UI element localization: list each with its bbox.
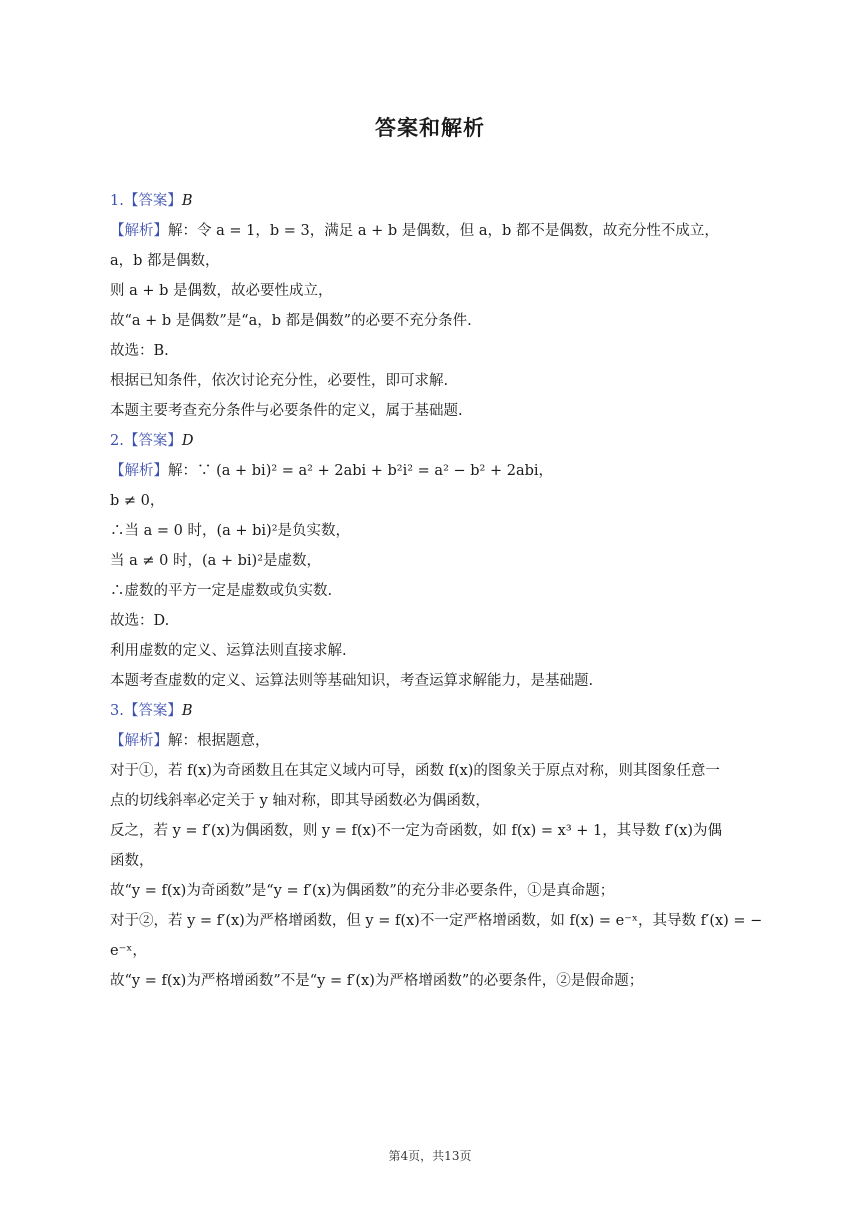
line-label: 3.【答案】	[110, 703, 182, 719]
line-text: 故“y = f(x)为严格增函数”不是“y = f′(x)为严格增函数”的必要条件，②是假命题；	[110, 973, 644, 989]
line-text: ∴虚数的平方一定是虚数或负实数.	[110, 583, 333, 599]
line-text: 则 a + b 是偶数，故必要性成立，	[110, 283, 333, 299]
line-label: 1.【答案】	[110, 193, 182, 209]
line-label: 【解析】	[110, 463, 168, 479]
line-label: 【解析】	[110, 733, 168, 749]
text-line	[110, 846, 750, 876]
text-line	[110, 786, 750, 816]
line-text: 当 a ≠ 0 时，(a + bi)²是虚数，	[110, 553, 322, 569]
text-line	[110, 246, 750, 276]
line-text: 点的切线斜率必定关于 y 轴对称，即其导函数必为偶函数，	[110, 793, 490, 809]
line-text: 对于①，若 f(x)为奇函数且在其定义域内可导，函数 f(x)的图象关于原点对称，则其图象任意一	[110, 763, 720, 779]
text-line	[110, 966, 750, 996]
text-line	[110, 906, 763, 936]
line-text: 故“a + b 是偶数”是“a，b 都是偶数”的必要不充分条件.	[110, 313, 472, 329]
line-text: 故选：B.	[110, 343, 169, 359]
page-title: 答案和解析	[375, 116, 485, 140]
line-text: ∴当 a = 0 时，(a + bi)²是负实数，	[110, 523, 351, 539]
text-line	[110, 936, 750, 966]
text-line	[110, 756, 750, 786]
text-line	[110, 396, 750, 426]
text-line	[110, 426, 750, 456]
line-text: 解：根据题意，	[168, 733, 270, 749]
text-line	[110, 216, 750, 246]
page-footer: 第4页，共13页	[388, 1149, 472, 1163]
line-text: 利用虚数的定义、运算法则直接求解.	[110, 643, 347, 659]
text-line	[110, 516, 750, 546]
text-line	[110, 876, 750, 906]
line-text: 根据已知条件，依次讨论充分性，必要性，即可求解.	[110, 373, 449, 389]
line-text: 解：令 a = 1，b = 3，满足 a + b 是偶数，但 a，b 都不是偶数，故充分性不成立，	[168, 223, 719, 239]
line-label: 2.【答案】	[110, 433, 182, 449]
text-line	[110, 546, 750, 576]
text-line	[110, 336, 750, 366]
line-text: 对于②，若 y = f′(x)为严格增函数，但 y = f(x)不一定严格增函数，如 f(x) = e⁻ˣ，其导数 f′(x) = −	[110, 913, 763, 929]
text-line	[110, 726, 750, 756]
text-line	[110, 306, 750, 336]
line-text: 本题考查虚数的定义、运算法则等基础知识，考查运算求解能力，是基础题.	[110, 673, 594, 689]
line-text: 故选：D.	[110, 613, 170, 629]
line-text: B	[181, 193, 193, 209]
text-line	[110, 666, 750, 696]
text-line	[110, 486, 750, 516]
line-text: 解：∵ (a + bi)² = a² + 2abi + b²i² = a² − b² + 2abi，	[168, 463, 554, 479]
text-line	[110, 276, 750, 306]
text-line	[110, 366, 750, 396]
line-text: B	[181, 703, 193, 719]
text-line	[110, 576, 750, 606]
line-text: b ≠ 0，	[110, 493, 165, 509]
text-line	[110, 636, 750, 666]
line-label: 【解析】	[110, 223, 168, 239]
text-line	[110, 816, 750, 846]
answer-content	[110, 186, 763, 996]
line-text: 反之，若 y = f′(x)为偶函数，则 y = f(x)不一定为奇函数，如 f(x) = x³ + 1，其导数 f′(x)为偶	[110, 823, 723, 839]
line-text: 函数，	[110, 853, 154, 869]
line-text: e⁻ˣ，	[110, 943, 147, 959]
text-line	[110, 186, 750, 216]
text-line	[110, 606, 750, 636]
line-text: 本题主要考查充分条件与必要条件的定义，属于基础题.	[110, 403, 463, 419]
line-text: a，b 都是偶数，	[110, 253, 220, 269]
line-text: D	[181, 433, 194, 449]
line-text: 故“y = f(x)为奇函数”是“y = f′(x)为偶函数”的充分非必要条件，①是真命题；	[110, 883, 615, 899]
text-line	[110, 696, 750, 726]
text-line	[110, 456, 750, 486]
